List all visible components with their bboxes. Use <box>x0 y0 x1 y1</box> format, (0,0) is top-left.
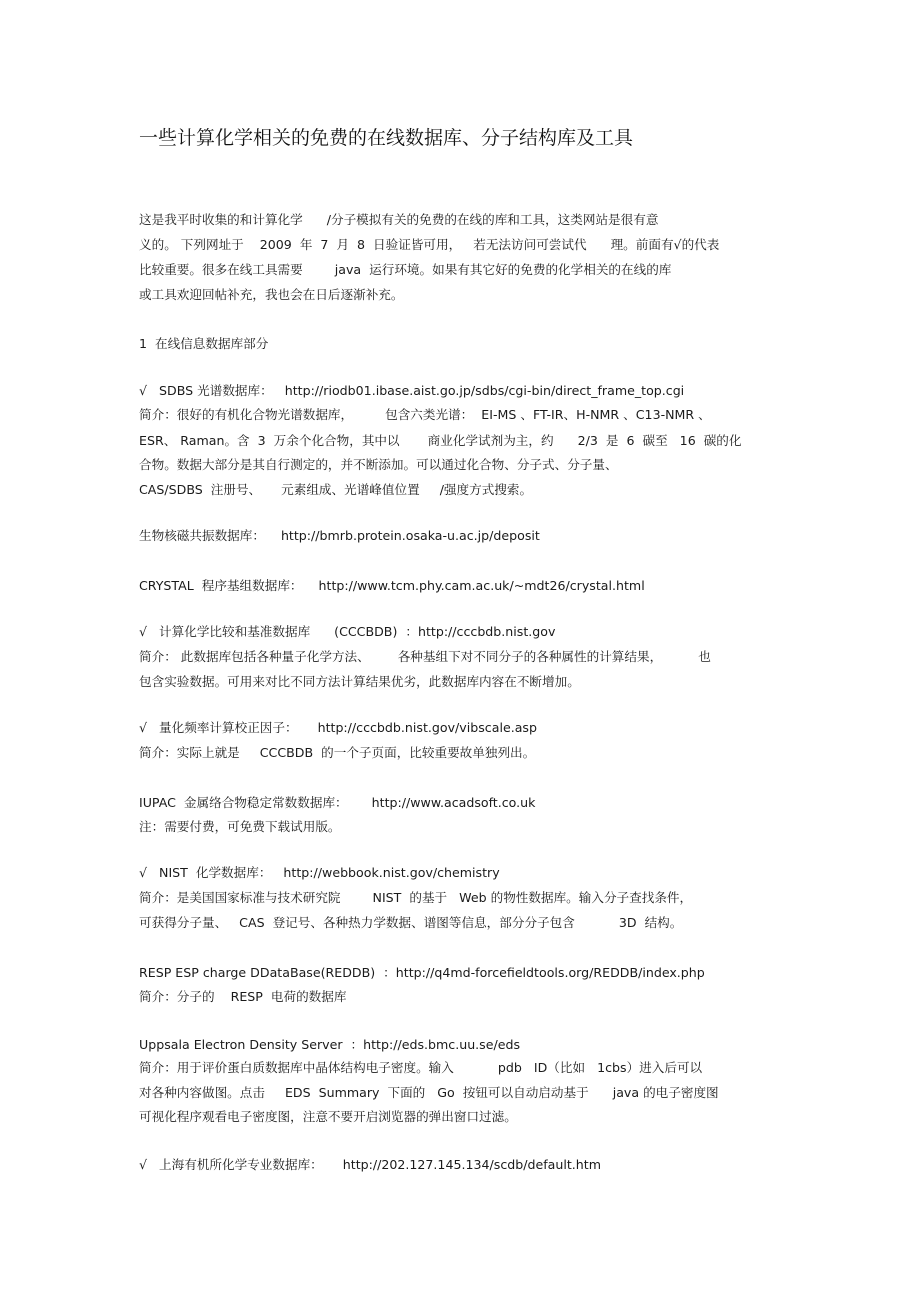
sioc-entry: √ 上海有机所化学专业数据库： http://202.127.145.134/scdb/default.htm <box>139 1157 601 1172</box>
eds-desc-1: 简介：用于评价蛋白质数据库中晶体结构电子密度。输入 pdb ID（比如 1cbs）进入后可以 <box>139 1060 703 1075</box>
nist-desc-1: 简介：是美国国家标准与技术研究院 NIST 的基于 Web 的物性数据库。输入分子查找条件， <box>139 890 693 905</box>
sdbs-desc-2: ESR、 Raman。含 3 万余个化合物，其中以 商业化学试剂为主，约 2/3 是 6 碳至 16 碳的化 <box>139 433 742 448</box>
intro-line-4: 或工具欢迎回帖补充，我也会在日后逐渐补充。 <box>139 287 404 302</box>
reddb-desc: 简介：分子的 RESP 电荷的数据库 <box>139 989 347 1004</box>
sdbs-entry: √ SDBS 光谱数据库： http://riodb01.ibase.aist.go.jp/sdbs/cgi-bin/direct_frame_top.cgi <box>139 383 685 398</box>
section-heading: 1 在线信息数据库部分 <box>139 336 269 351</box>
cccbdb-entry: √ 计算化学比较和基准数据库 (CCCBDB) ：http://cccbdb.nist.gov <box>139 624 556 639</box>
reddb-entry: RESP ESP charge DDataBase(REDDB) ：http://q4md-forcefieldtools.org/REDDB/index.php <box>139 965 705 980</box>
intro-line-1: 这是我平时收集的和计算化学 /分子模拟有关的免费的在线的库和工具，这类网站是很有意 <box>139 212 659 227</box>
document-title: 一些计算化学相关的免费的在线数据库、分子结构库及工具 <box>139 127 634 149</box>
vibscale-desc: 简介：实际上就是 CCCBDB 的一个子页面，比较重要故单独列出。 <box>139 745 536 760</box>
intro-line-2: 义的。 下列网址于 2009 年 7 月 8 日验证皆可用， 若无法访问可尝试代 理。前面有√的代表 <box>139 237 720 252</box>
nist-entry: √ NIST 化学数据库： http://webbook.nist.gov/chemistry <box>139 865 500 880</box>
vibscale-entry: √ 量化频率计算校正因子： http://cccbdb.nist.gov/vibscale.asp <box>139 720 537 735</box>
crystal-entry: CRYSTAL 程序基组数据库： http://www.tcm.phy.cam.ac.uk/~mdt26/crystal.html <box>139 578 645 593</box>
sdbs-desc-1: 简介：很好的有机化合物光谱数据库， 包含六类光谱： EI-MS 、FT-IR、H-NMR 、C13-NMR 、 <box>139 407 711 422</box>
sdbs-desc-3: 合物。数据大部分是其自行测定的，并不断添加。可以通过化合物、分子式、分子量、 <box>139 457 618 472</box>
eds-entry: Uppsala Electron Density Server ：http://eds.bmc.uu.se/eds <box>139 1037 521 1052</box>
cccbdb-desc-1: 简介： 此数据库包括各种量子化学方法、 各种基组下对不同分子的各种属性的计算结果， 也 <box>139 649 711 664</box>
cccbdb-desc-2: 包含实验数据。可用来对比不同方法计算结果优劣，此数据库内容在不断增加。 <box>139 674 580 689</box>
iupac-note: 注：需要付费，可免费下载试用版。 <box>139 819 341 834</box>
sdbs-desc-4: CAS/SDBS 注册号、 元素组成、光谱峰值位置 /强度方式搜索。 <box>139 482 533 497</box>
nist-desc-2: 可获得分子量、 CAS 登记号、各种热力学数据、谱图等信息，部分分子包含 3D 结构。 <box>139 915 683 930</box>
iupac-entry: IUPAC 金属络合物稳定常数数据库： http://www.acadsoft.co.uk <box>139 795 536 810</box>
eds-desc-2: 对各种内容做图。点击 EDS Summary 下面的 Go 按钮可以自动启动基于 java 的电子密度图 <box>139 1085 719 1100</box>
bmrb-entry: 生物核磁共振数据库： http://bmrb.protein.osaka-u.ac.jp/deposit <box>139 528 540 543</box>
intro-line-3: 比较重要。很多在线工具需要 java 运行环境。如果有其它好的免费的化学相关的在线的库 <box>139 262 672 277</box>
eds-desc-3: 可视化程序观看电子密度图，注意不要开启浏览器的弹出窗口过滤。 <box>139 1109 517 1124</box>
